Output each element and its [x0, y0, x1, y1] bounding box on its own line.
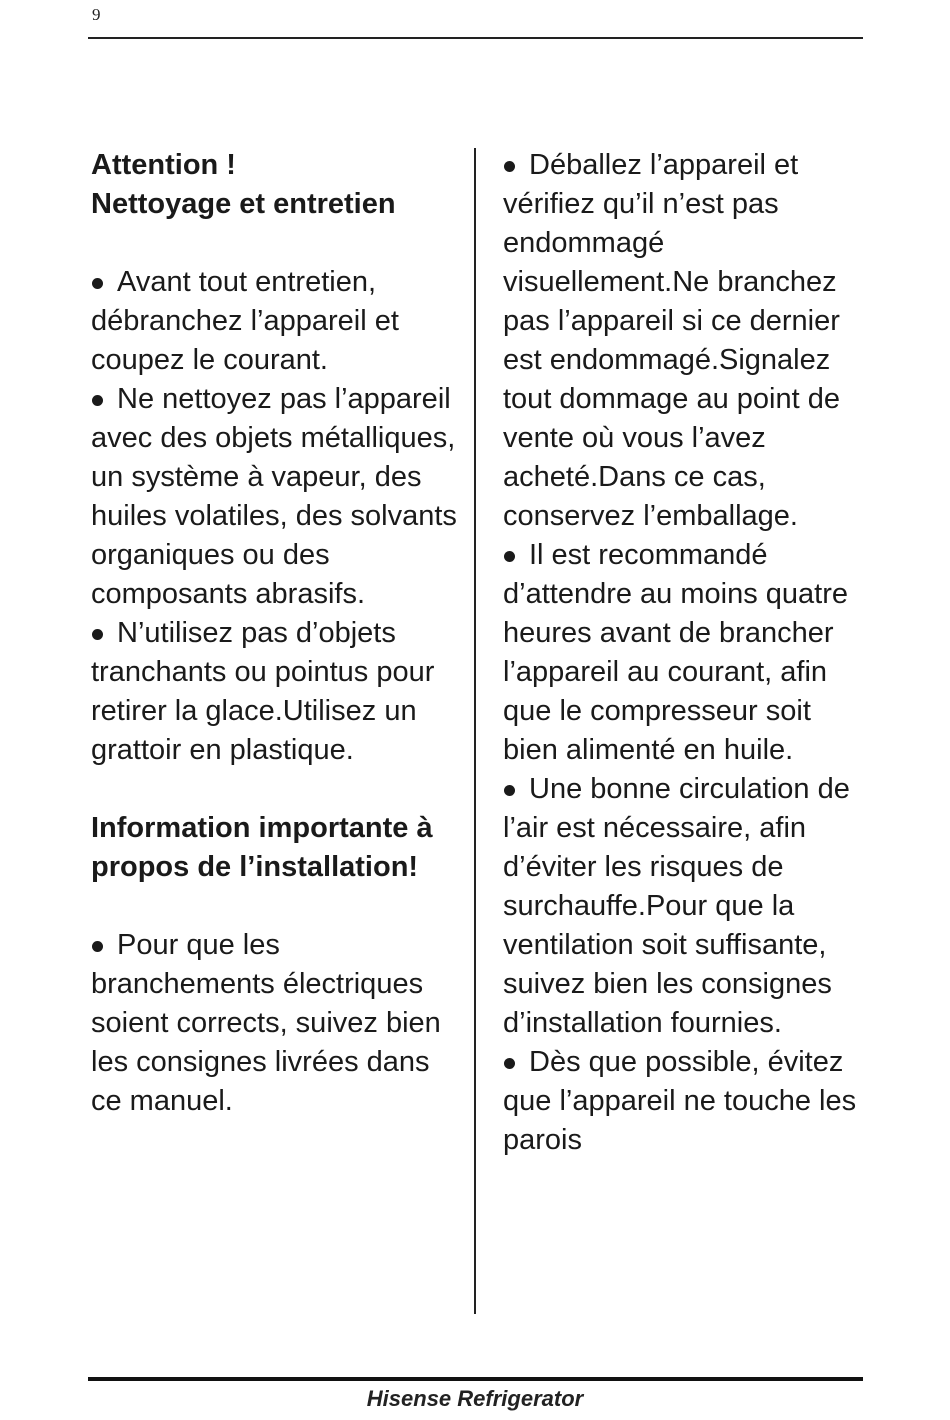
- column-divider: [474, 148, 476, 1314]
- list-item: Une bonne circulation de l’air est nécessaire, afin d’éviter les risques de surchauffe.Pour que la ventilation soit suffisante, suivez bien les consignes d’installation fournies.: [503, 773, 850, 1039]
- section-heading-cleaning: Nettoyage et entretien: [91, 188, 396, 220]
- bullet-icon: [92, 278, 103, 289]
- section-heading-attention: Attention !: [91, 149, 236, 181]
- header-rule: [88, 37, 863, 39]
- list-item: N’utilisez pas d’objets tranchants ou pointus pour retirer la glace.Utilisez un grattoir en plastique.: [91, 617, 435, 766]
- bullet-icon: [504, 785, 515, 796]
- page-number: 9: [92, 5, 101, 24]
- right-column: [503, 146, 873, 1160]
- bullet-icon: [92, 941, 103, 952]
- list-item: Il est recommandé d’attendre au moins quatre heures avant de brancher l’appareil au courant, afin que le compresseur soit bien alimenté en huile.: [503, 539, 848, 766]
- footer-rule: [88, 1377, 863, 1381]
- list-item: Pour que les branchements électriques soient corrects, suivez bien les consignes livrées dans ce manuel.: [91, 929, 441, 1117]
- left-column: [91, 146, 461, 1121]
- footer-brand: Hisense Refrigerator: [366, 1386, 584, 1411]
- section-heading-installation: Information importante à propos de l’installation!: [91, 812, 433, 883]
- list-item: Avant tout entretien, débranchez l’appareil et coupez le courant.: [91, 266, 399, 376]
- list-item: Dès que possible, évitez que l’appareil ne touche les parois: [503, 1046, 857, 1156]
- list-item: Déballez l’appareil et vérifiez qu’il n’est pas endommagé visuellement.Ne branchez pas l’appareil si ce dernier est endommagé.Signalez tout dommage au point de vente où vous l’avez acheté.Dans ce cas, conservez l’emballage.: [503, 149, 840, 532]
- bullet-icon: [504, 161, 515, 172]
- bullet-icon: [92, 629, 103, 640]
- list-item: Ne nettoyez pas l’appareil avec des objets métalliques, un système à vapeur, des huiles volatiles, des solvants organiques ou des composants abrasifs.: [91, 383, 457, 610]
- bullet-icon: [504, 1058, 515, 1069]
- bullet-icon: [504, 551, 515, 562]
- bullet-icon: [92, 395, 103, 406]
